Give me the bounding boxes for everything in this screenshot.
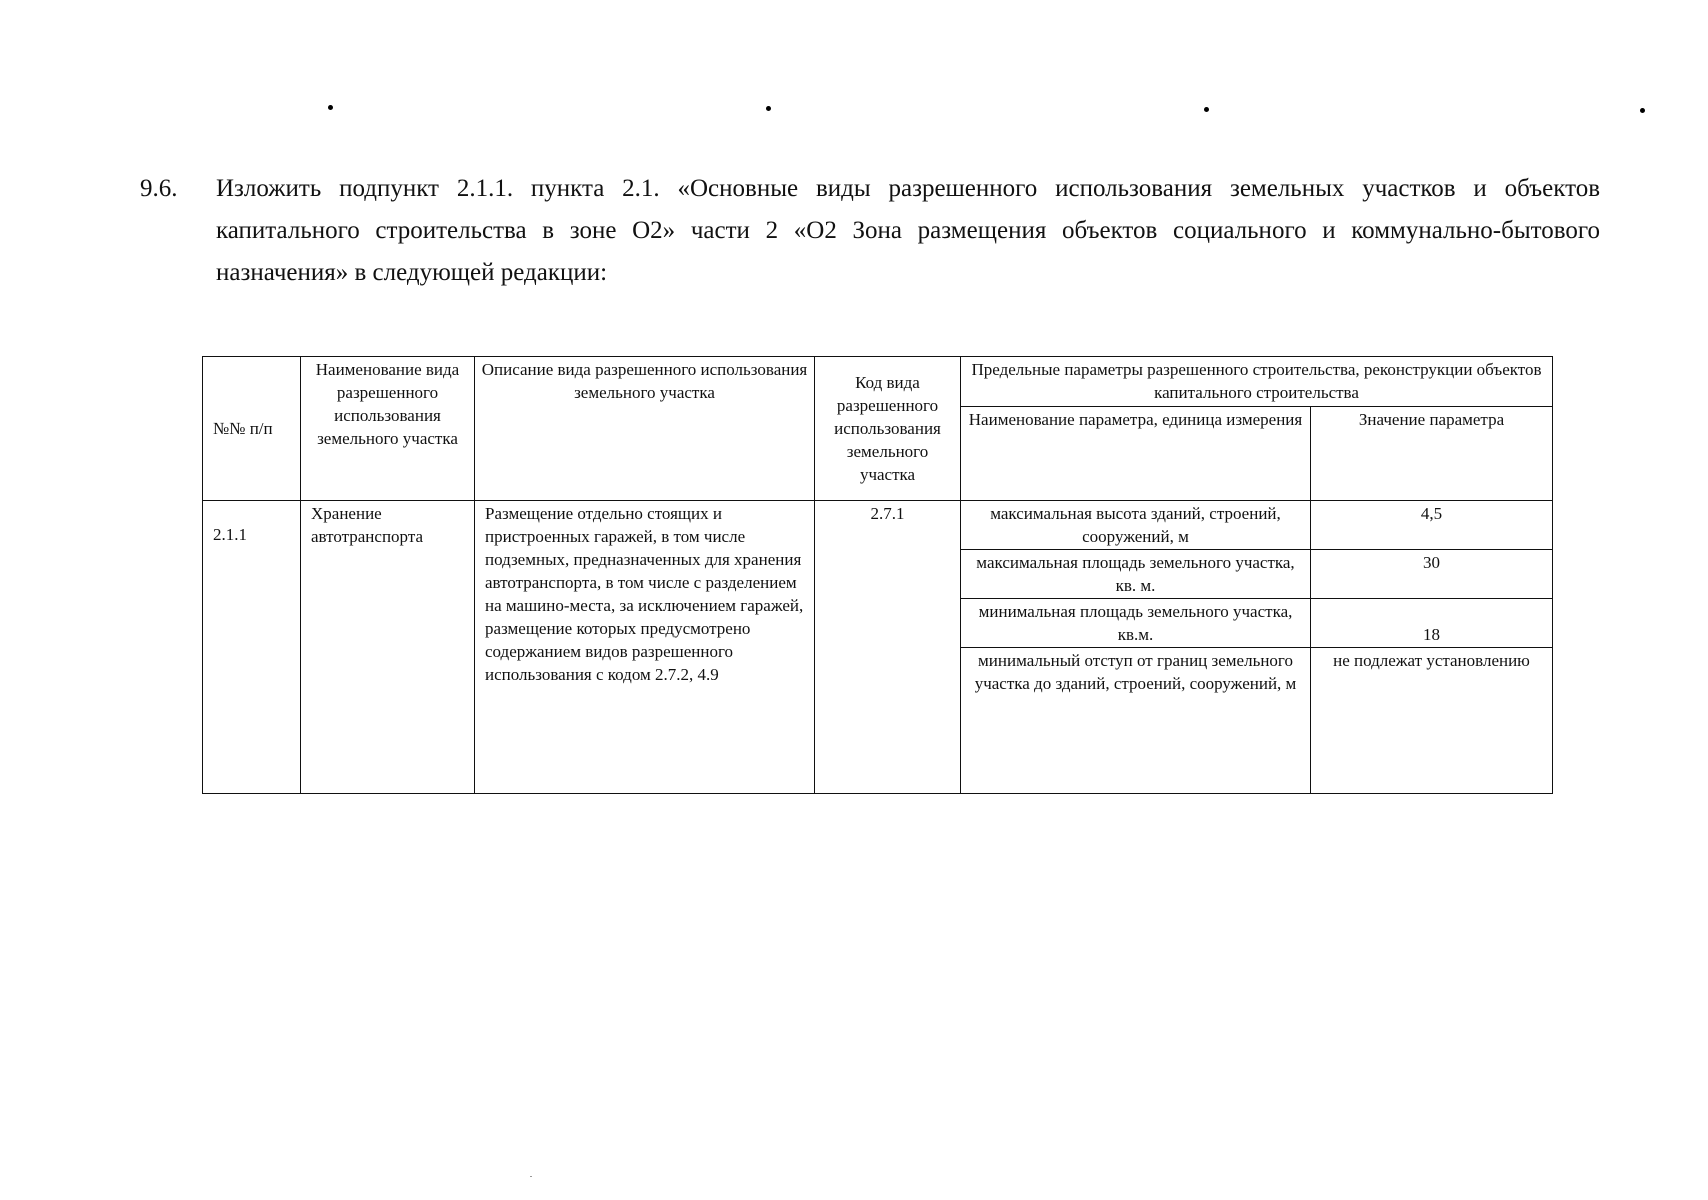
header-num: №№ п/п: [203, 357, 301, 501]
header-name: Наименование вида разрешенного использования земельного участка: [301, 357, 475, 501]
header-code: Код вида разрешенного использования земельного участка: [815, 357, 961, 501]
header-row-1: [203, 357, 1553, 407]
table-row: [203, 501, 1553, 550]
paragraph-number: 9.6.: [140, 175, 178, 202]
param-value: 30: [1311, 550, 1553, 599]
row-description: Размещение отдельно стоящих и пристроенных гаражей, в том числе подземных, предназначенных для хранения автотранспорта, в том числе с разделением на машино-места, за исключением гаражей, размещение которых предусмотрено содержанием видов разрешенного использования с кодом 2.7.2, 4.9: [475, 501, 815, 794]
row-code: 2.7.1: [815, 501, 961, 794]
header-limits: Предельные параметры разрешенного строительства, реконструкции объектов капитального строительства: [961, 357, 1553, 407]
header-description: Описание вида разрешенного использования земельного участка: [475, 357, 815, 501]
param-name: минимальный отступ от границ земельного участка до зданий, строений, сооружений, м: [961, 648, 1311, 794]
param-value: 18: [1311, 599, 1553, 648]
row-num: 2.1.1: [203, 501, 301, 794]
row-name: Хранение автотранспорта: [301, 501, 475, 794]
scan-mark-3: [1204, 107, 1209, 112]
param-name: максимальная площадь земельного участка, кв. м.: [961, 550, 1311, 599]
header-param-value: Значение параметра: [1311, 407, 1553, 501]
scan-mark-1: [328, 105, 333, 110]
param-value: не подлежат установлению: [1311, 648, 1553, 794]
land-use-table: [202, 356, 1553, 794]
scan-mark-2: [766, 106, 771, 111]
param-value: 4,5: [1311, 501, 1553, 550]
header-param-name: Наименование параметра, единица измерения: [961, 407, 1311, 501]
scan-mark-4: [1640, 108, 1645, 113]
param-name: максимальная высота зданий, строений, сооружений, м: [961, 501, 1311, 550]
param-name: минимальная площадь земельного участка, кв.м.: [961, 599, 1311, 648]
scan-speck: [530, 1176, 532, 1177]
paragraph-text: Изложить подпункт 2.1.1. пункта 2.1. «Основные виды разрешенного использования земельных участков и объектов капитального строительства в зоне О2» части 2 «О2 Зона размещения объектов социального и коммунально-бытового назначения» в следующей редакции:: [216, 175, 1600, 286]
